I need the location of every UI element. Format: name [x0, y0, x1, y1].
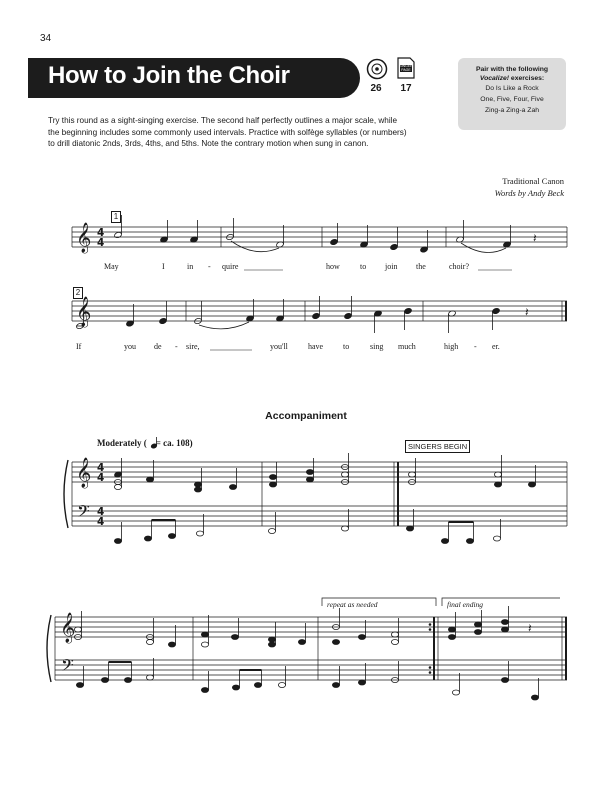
tempo-value: = ca. 108)	[155, 438, 193, 448]
pair-item: Zing-a Zing-a Zah	[484, 107, 540, 114]
lyric-syllable: quire	[222, 262, 239, 271]
treble-clef-icon: 𝄞	[76, 223, 92, 253]
lyric-syllable: If	[76, 342, 82, 351]
svg-text:4: 4	[97, 516, 105, 528]
lyric-syllable: er.	[492, 342, 500, 351]
time-signature	[97, 227, 104, 528]
svg-text:4: 4	[97, 506, 105, 518]
lyric-syllable: to	[343, 342, 350, 351]
treble-clef-icon: 𝄞	[60, 613, 76, 643]
svg-text:4: 4	[97, 472, 105, 484]
svg-text:𝄽: 𝄽	[528, 621, 532, 635]
lyric-syllable: join	[385, 262, 398, 271]
round-1-notes	[114, 215, 511, 253]
credit-words: Words by Andy Beck	[494, 188, 564, 198]
svg-text:𝄽: 𝄽	[533, 231, 537, 245]
lyric-syllable: high	[444, 342, 459, 351]
accomp-system-2	[47, 598, 567, 682]
lyric-syllable: May	[104, 262, 119, 271]
lyric-syllable: you'll	[270, 342, 288, 351]
pair-item: One, Five, Four, Five	[480, 96, 544, 103]
svg-text:4: 4	[97, 237, 105, 249]
repeat-dots	[429, 623, 432, 674]
credit-traditional: Traditional Canon	[502, 176, 564, 186]
rehearsal-number: 1	[111, 211, 121, 223]
lyric-syllable: sing	[370, 342, 384, 351]
cd-track-number: 26	[370, 83, 382, 94]
lyric-syllable: have	[308, 342, 324, 351]
lyric-syllable: to	[360, 262, 367, 271]
repeat-as-needed-label: repeat as needed	[327, 600, 378, 609]
treble-clef-icon: 𝄞	[76, 458, 92, 488]
treble-clef-icon: 𝄞	[76, 297, 92, 327]
bass-clef-icon: 𝄢	[61, 655, 74, 679]
accompaniment-heading: Accompaniment	[265, 410, 347, 422]
quarter-rest-icon	[525, 231, 537, 635]
lyric-syllable: -	[474, 342, 477, 351]
intro-paragraph: Try this round as a sight-singing exercise. The second half perfectly outlines a major scale, while the beginning includes some commonly used intervals. Practice with solfège syllables (or numbers) to drill diatonic 2nds, 3rds, 4ths, and 5ths. Note the contrary motion when sung in canon.	[48, 116, 407, 149]
svg-text:4: 4	[97, 462, 105, 474]
singer-pack-number: 17	[400, 83, 412, 94]
lyric-syllable: the	[416, 262, 426, 271]
accomp-notes	[74, 453, 538, 700]
lyric-syllable: much	[398, 342, 416, 351]
lyric-extenders	[210, 270, 512, 350]
page-number: 34	[40, 33, 52, 44]
tempo-text: Moderately (	[97, 438, 147, 448]
lyric-syllable: you	[124, 342, 136, 351]
page-title: How to Join the Choir	[48, 62, 290, 89]
lyric-syllable: de	[154, 342, 162, 351]
lyric-syllable: -	[208, 262, 211, 271]
tempo-marking	[97, 438, 193, 448]
lyric-syllable: choir?	[449, 262, 469, 271]
svg-text:𝄽: 𝄽	[525, 305, 529, 319]
pair-heading-book: Vocalize!	[479, 75, 510, 82]
singer-pack-badge: SINGER PAGE	[399, 64, 413, 72]
final-ending-label: final ending	[447, 600, 484, 609]
round-staff-1	[72, 227, 567, 247]
svg-text:4: 4	[97, 227, 105, 239]
lyric-syllable: I	[162, 262, 165, 271]
singers-begin-box: SINGERS BEGIN	[405, 440, 470, 453]
accomp-system-1	[64, 460, 567, 528]
lyric-syllable: in	[187, 262, 194, 271]
lyric-syllable: sire,	[186, 342, 200, 351]
lyric-syllable: how	[326, 262, 340, 271]
pair-item: Do Is Like a Rock	[485, 85, 539, 92]
pair-heading-line2: exercises:	[510, 75, 545, 82]
rehearsal-number: 2	[73, 287, 83, 299]
pair-heading-line1: Pair with the following	[475, 66, 549, 73]
lyric-syllable: -	[175, 342, 178, 351]
bass-clef-icon: 𝄢	[77, 501, 90, 525]
round-2-notes	[76, 296, 500, 333]
